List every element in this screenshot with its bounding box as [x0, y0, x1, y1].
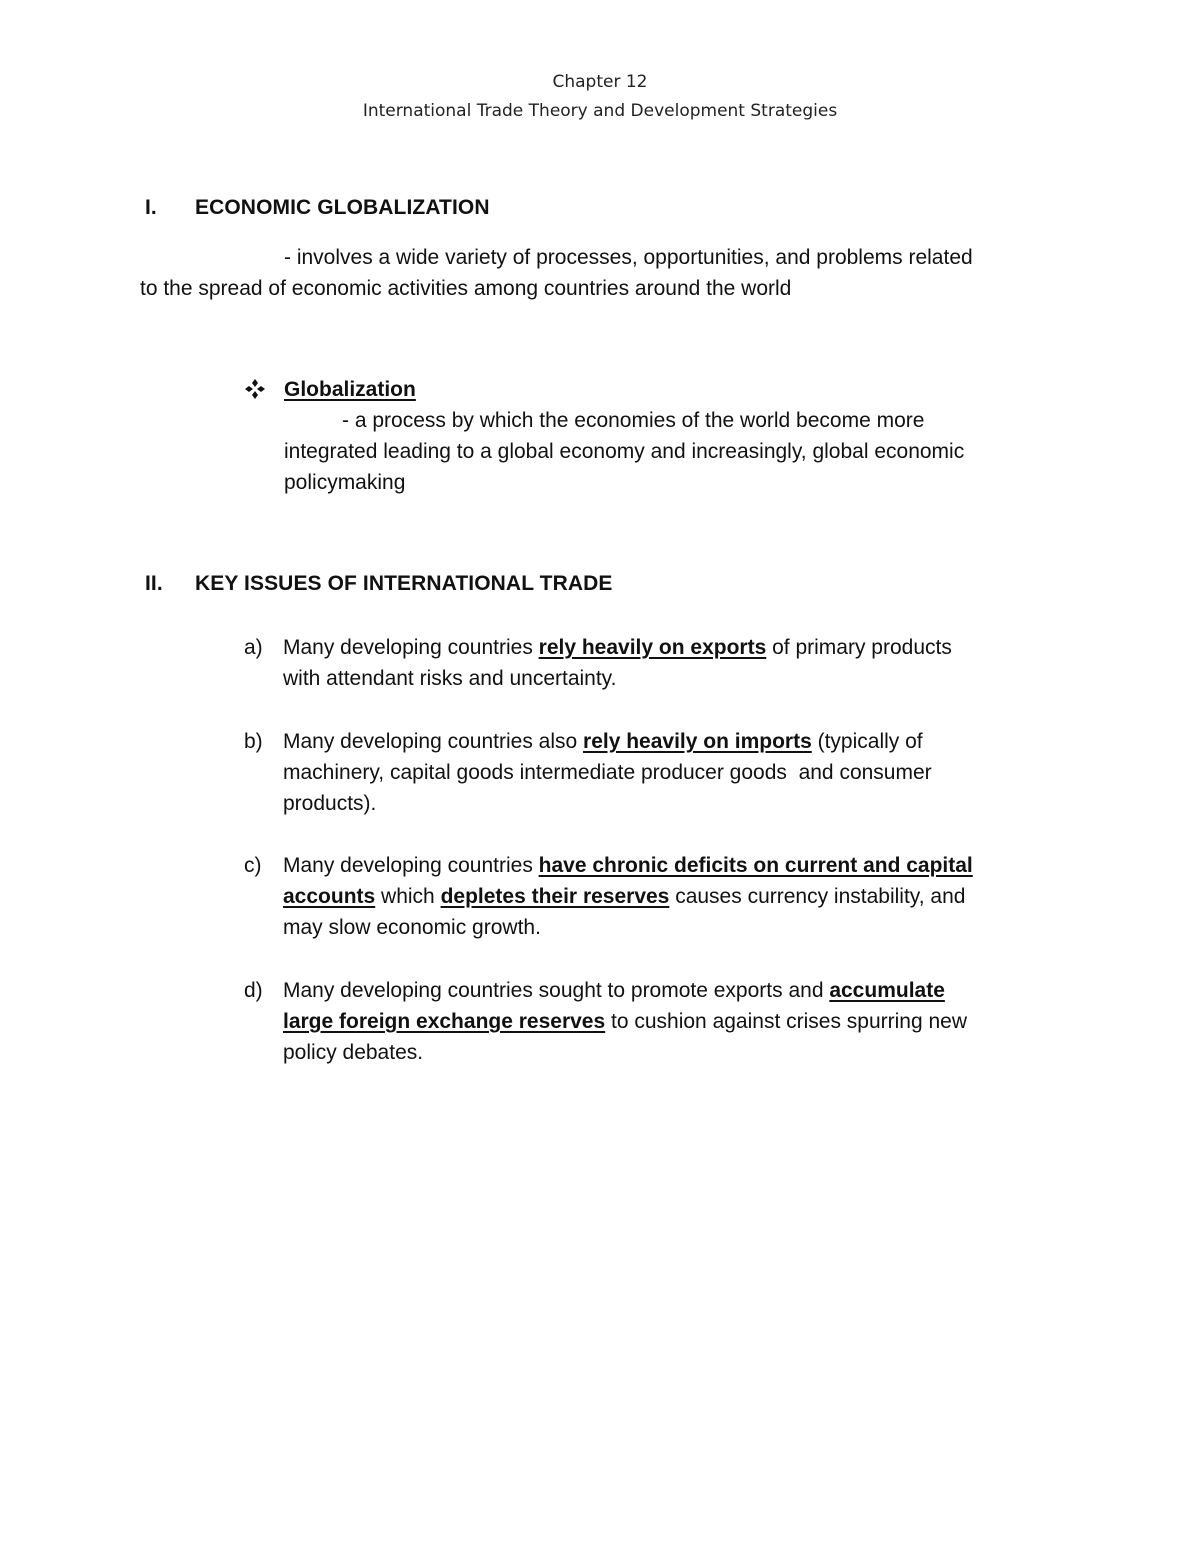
bullet-definition-line: integrated leading to a global economy and increasingly, global economic [284, 440, 965, 463]
item-text: causes currency instability, and [669, 885, 966, 908]
item-text: products). [283, 792, 377, 815]
item-emphasis: large foreign exchange reserves [283, 1010, 606, 1033]
list-item-body [283, 632, 1064, 694]
list-item-body [283, 975, 1064, 1068]
item-emphasis: accumulate [829, 979, 945, 1002]
item-text: Many developing countries [283, 636, 539, 659]
bullet-term [284, 374, 416, 405]
definition-line: to the spread of economic activities among countries around the world [140, 277, 792, 300]
list-item-body [283, 726, 1064, 819]
chapter-label: Chapter 12 [552, 72, 648, 92]
section-heading-1 [145, 196, 490, 220]
list-item-c [244, 850, 1064, 943]
list-item-d [244, 975, 1064, 1068]
chapter-subtitle: International Trade Theory and Development Strategies [362, 101, 838, 121]
item-text: may slow economic growth. [283, 916, 541, 939]
item-emphasis: rely heavily on imports [583, 730, 812, 753]
item-text: to cushion against crises spurring new [605, 1010, 968, 1033]
bullet-definition-line: policymaking [284, 471, 406, 494]
list-item-b [244, 726, 1064, 819]
definition-line: - involves a wide variety of processes, opportunities, and problems related [284, 246, 973, 269]
item-text: Many developing countries [283, 854, 539, 877]
item-emphasis: rely heavily on exports [538, 636, 767, 659]
item-text: which [375, 885, 441, 908]
item-text: Many developing countries also [283, 730, 584, 753]
item-text: (typically of [811, 730, 923, 753]
item-text: Many developing countries sought to promote exports and [283, 979, 830, 1002]
four-diamond-bullet-icon [244, 378, 266, 400]
list-marker: d) [244, 979, 263, 1002]
bullet-definition-line: - a process by which the economies of the world become more [342, 409, 925, 432]
section-title: KEY ISSUES OF INTERNATIONAL TRADE [195, 572, 613, 595]
item-text: with attendant risks and uncertainty. [283, 667, 617, 690]
section-heading-2 [145, 572, 613, 596]
list-marker: c) [244, 854, 262, 877]
term-globalization: Globalization [284, 378, 416, 401]
list-marker: a) [244, 636, 263, 659]
list-marker: b) [244, 730, 263, 753]
item-emphasis: have chronic deficits on current and capital [538, 854, 973, 877]
section-numeral: II. [145, 572, 163, 595]
list-item-a [244, 632, 1064, 694]
section-title: ECONOMIC GLOBALIZATION [195, 196, 490, 219]
item-emphasis: accounts [283, 885, 376, 908]
item-text: of primary products [766, 636, 952, 659]
section-numeral: I. [145, 196, 157, 219]
item-text: policy debates. [283, 1041, 424, 1064]
item-text: machinery, capital goods intermediate producer goods and consumer [283, 761, 932, 784]
list-item-body [283, 850, 1064, 943]
item-emphasis: depletes their reserves [440, 885, 670, 908]
